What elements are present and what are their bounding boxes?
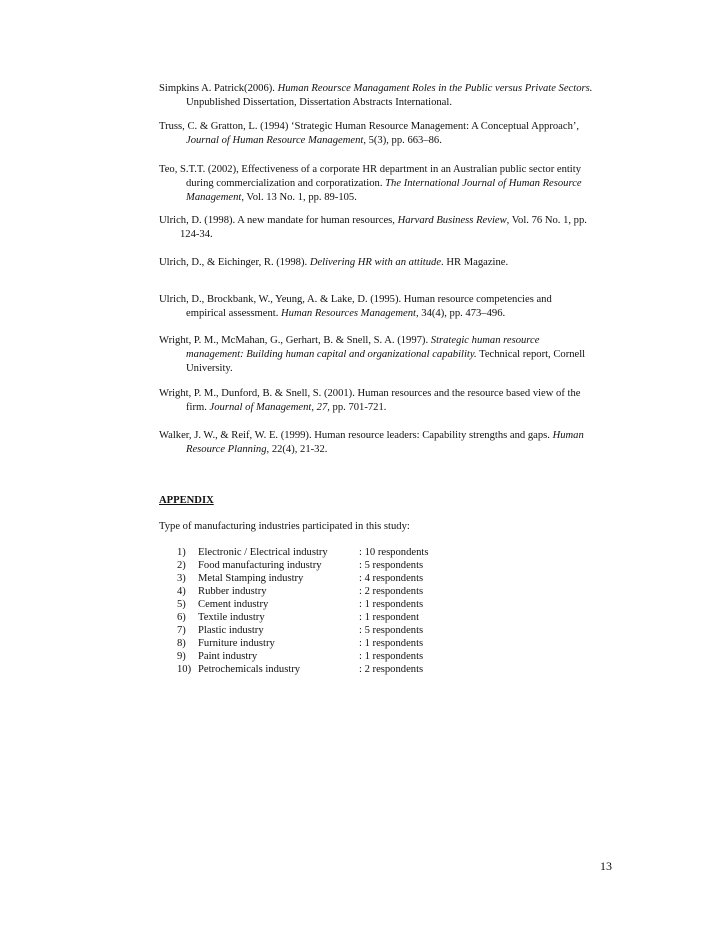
industry-name: Electronic / Electrical industry: [198, 547, 328, 558]
reference-entry: [159, 334, 621, 376]
industry-name: Petrochemicals industry: [198, 664, 301, 675]
industry-name: Textile industry: [198, 612, 265, 623]
reference-text: , 5(3), pp. 663–86.: [363, 135, 442, 146]
industry-respondent-count: : 2 respondents: [359, 664, 424, 675]
reference-line: [159, 307, 621, 321]
reference-text: Simpkins A. Patrick(2006).: [159, 83, 278, 94]
industry-respondent-count: : 1 respondents: [359, 651, 424, 662]
industry-respondent-count: : 1 respondents: [359, 638, 424, 649]
reference-text: Ulrich, D., & Eichinger, R. (1998).: [159, 257, 310, 268]
appendix-intro: Type of manufacturing industries participated in this study:: [159, 521, 410, 532]
industry-row: [159, 559, 479, 572]
industry-respondent-count: : 10 respondents: [359, 547, 429, 558]
industry-row: [159, 572, 479, 585]
reference-italic-text: Journal of Management, 27: [209, 402, 328, 413]
reference-line: [159, 228, 621, 242]
reference-line: [159, 134, 621, 148]
reference-entry: [159, 120, 621, 148]
industry-row: [159, 598, 479, 611]
reference-entry: [159, 387, 621, 415]
reference-text: firm.: [186, 402, 210, 413]
industry-number: 5): [177, 599, 186, 610]
reference-entry: [159, 163, 621, 205]
industry-number: 10): [177, 664, 192, 675]
reference-line: [159, 334, 621, 348]
reference-italic-text: Management: [186, 192, 242, 203]
reference-entry: [159, 256, 621, 270]
industry-name: Paint industry: [198, 651, 258, 662]
reference-italic-text: The International Journal of Human Resource: [385, 178, 582, 189]
industry-row: [159, 624, 479, 637]
reference-entry: [159, 293, 621, 321]
reference-text: during commercialization and corporatization.: [186, 178, 386, 189]
page-number: 13: [600, 859, 612, 873]
reference-text: Walker, J. W., & Reif, W. E. (1999). Human resource leaders: Capability strengths and gaps.: [159, 430, 553, 441]
industry-respondent-count: : 1 respondent: [359, 612, 420, 623]
reference-italic-text: Resource Planning: [186, 444, 267, 455]
industry-number: 4): [177, 586, 186, 597]
reference-line: [159, 387, 621, 401]
reference-text: Ulrich, D. (1998). A new mandate for human resources,: [159, 215, 398, 226]
reference-line: [159, 293, 621, 307]
industry-name: Metal Stamping industry: [198, 573, 304, 584]
reference-line: [159, 191, 621, 205]
industry-name: Cement industry: [198, 599, 269, 610]
industry-name: Plastic industry: [198, 625, 264, 636]
reference-entry: [159, 82, 621, 110]
industry-name: Furniture industry: [198, 638, 275, 649]
reference-text: Wright, P. M., McMahan, G., Gerhart, B. & Snell, S. A. (1997).: [159, 335, 431, 346]
industry-respondent-count: : 5 respondents: [359, 625, 424, 636]
reference-line: [159, 82, 621, 96]
industry-row: [159, 663, 479, 676]
reference-text: Wright, P. M., Dunford, B. & Snell, S. (2001). Human resources and the resource based view of the: [159, 388, 581, 399]
industry-respondent-count: : 4 respondents: [359, 573, 424, 584]
industry-row: [159, 637, 479, 650]
industry-row: [159, 611, 479, 624]
reference-line: [159, 443, 621, 457]
industry-list: [159, 546, 479, 676]
industry-respondent-count: : 5 respondents: [359, 560, 424, 571]
reference-italic-text: Delivering HR with an attitude: [309, 257, 442, 268]
reference-italic-text: Harvard Business Review: [397, 215, 507, 226]
reference-italic-text: Strategic human resource: [430, 335, 540, 346]
reference-italic-text: Human Resources Management: [281, 308, 416, 319]
reference-italic-text: management: Building human capital and organizational capability.: [186, 349, 477, 360]
reference-line: [159, 429, 621, 443]
reference-line: [159, 256, 621, 270]
industry-number: 1): [177, 547, 186, 558]
reference-line: [159, 96, 621, 110]
reference-text: , 22(4), 21-32.: [266, 444, 328, 455]
industry-row: [159, 650, 479, 663]
industry-number: 8): [177, 638, 186, 649]
reference-italic-text: Human: [552, 430, 584, 441]
industry-row: [159, 546, 479, 559]
reference-text: empirical assessment.: [186, 308, 282, 319]
reference-line: [159, 362, 621, 376]
reference-text: University.: [186, 363, 233, 374]
reference-entry: [159, 429, 621, 457]
reference-text: , Vol. 76 No. 1, pp.: [506, 215, 587, 226]
industry-respondent-count: : 2 respondents: [359, 586, 424, 597]
reference-text: 124-34.: [180, 229, 213, 240]
reference-line: [159, 401, 621, 415]
reference-line: [159, 163, 621, 177]
industry-number: 9): [177, 651, 186, 662]
industry-name: Rubber industry: [198, 586, 267, 597]
reference-line: [159, 177, 621, 191]
reference-text: Truss, C. & Gratton, L. (1994) ‘Strategic Human Resource Management: A Conceptual Approach’,: [159, 121, 580, 132]
industry-number: 6): [177, 612, 186, 623]
reference-text: Teo, S.T.T. (2002), Effectiveness of a corporate HR department in an Australian public sector entity: [159, 164, 581, 175]
industry-row: [159, 585, 479, 598]
reference-text: , pp. 701-721.: [327, 402, 387, 413]
reference-text: . HR Magazine.: [441, 257, 509, 268]
reference-text: , Vol. 13 No. 1, pp. 89-105.: [241, 192, 357, 203]
industry-number: 3): [177, 573, 186, 584]
industry-number: 7): [177, 625, 186, 636]
reference-text: Ulrich, D., Brockbank, W., Yeung, A. & Lake, D. (1995). Human resource competencies and: [159, 294, 552, 305]
reference-text: Technical report, Cornell: [476, 349, 586, 360]
industry-name: Food manufacturing industry: [198, 560, 322, 571]
reference-italic-text: Journal of Human Resource Management: [186, 135, 364, 146]
reference-line: [159, 214, 621, 228]
reference-text: Unpublished Dissertation, Dissertation Abstracts International.: [186, 97, 452, 108]
reference-line: [159, 120, 621, 134]
appendix-heading: APPENDIX: [159, 495, 214, 506]
reference-entry: [159, 214, 621, 242]
industry-number: 2): [177, 560, 186, 571]
industry-respondent-count: : 1 respondents: [359, 599, 424, 610]
reference-text: , 34(4), pp. 473–496.: [415, 308, 506, 319]
reference-line: [159, 348, 621, 362]
reference-italic-text: Human Reoursce Managament Roles in the Public versus Private Sectors.: [277, 83, 593, 94]
